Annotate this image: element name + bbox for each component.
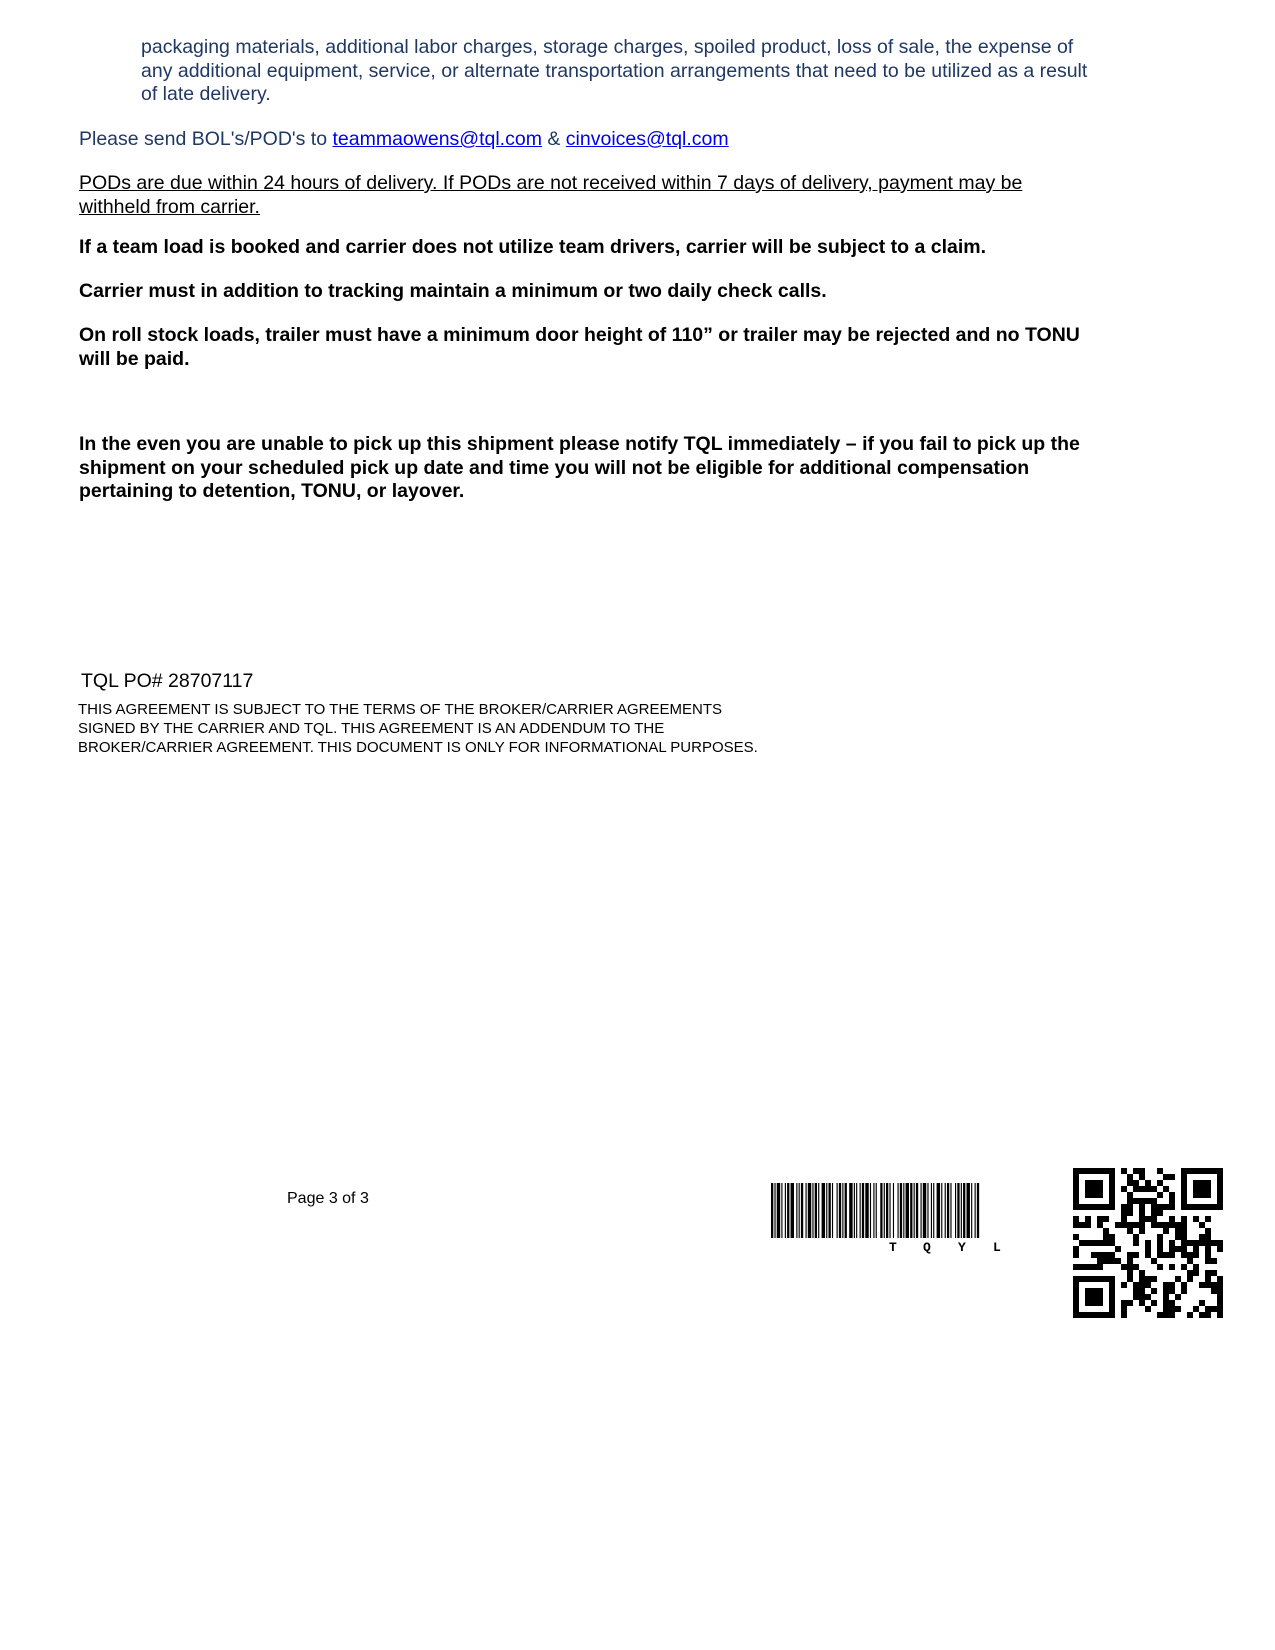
page-number: Page 3 of 3	[287, 1190, 369, 1207]
barcode-letter: Y	[958, 1240, 966, 1255]
barcode-letter: L	[993, 1240, 1001, 1255]
roll-stock-notice: On roll stock loads, trailer must have a minimum door height of 110” or trailer may be rejected and no TONU will be paid.	[79, 324, 1080, 370]
barcode-letter: T	[889, 1240, 897, 1255]
barcode-letter: Q	[923, 1240, 931, 1255]
check-calls-notice: Carrier must in addition to tracking maintain a minimum or two daily check calls.	[79, 280, 827, 302]
team-load-notice: If a team load is booked and carrier does not utilize team drivers, carrier will be subject to a claim.	[79, 236, 987, 258]
agreement-notice: THIS AGREEMENT IS SUBJECT TO THE TERMS OF THE BROKER/CARRIER AGREEMENTS SIGNED BY THE CARRIER AND TQL. THIS AGREEMENT IS AN ADDENDUM TO THE BROKER/CARRIER AGREEMENT. THIS DOCUMENT IS ONLY FOR INFORMATIONAL PURPOSES.	[78, 701, 758, 756]
email-link-teammaowens[interactable]: teammaowens@tql.com	[332, 128, 542, 150]
po-number: TQL PO# 28707117	[81, 670, 254, 692]
qr-code-image	[1073, 1168, 1223, 1318]
barcode-text	[771, 1240, 1058, 1256]
send-pods-separator: &	[541, 128, 566, 150]
late-delivery-continuation: packaging materials, additional labor charges, storage charges, spoiled product, loss of sale, the expense of any additional equipment, service, or alternate transportation arrangements that need to be utilized as a result of late delivery.	[141, 36, 1088, 105]
send-pods-line	[79, 128, 729, 152]
send-pods-prefix: Please send BOL's/POD's to	[79, 128, 333, 150]
unable-pickup-notice: In the even you are unable to pick up this shipment please notify TQL immediately – if you fail to pick up the shipment on your scheduled pick up date and time you will not be eligible for additional compensation pertaining to detention, TONU, or layover.	[79, 433, 1080, 502]
email-link-cinvoices[interactable]: cinvoices@tql.com	[565, 128, 729, 150]
pods-due-notice: PODs are due within 24 hours of delivery. If PODs are not received within 7 days of delivery, payment may be withheld from carrier.	[79, 172, 1023, 218]
